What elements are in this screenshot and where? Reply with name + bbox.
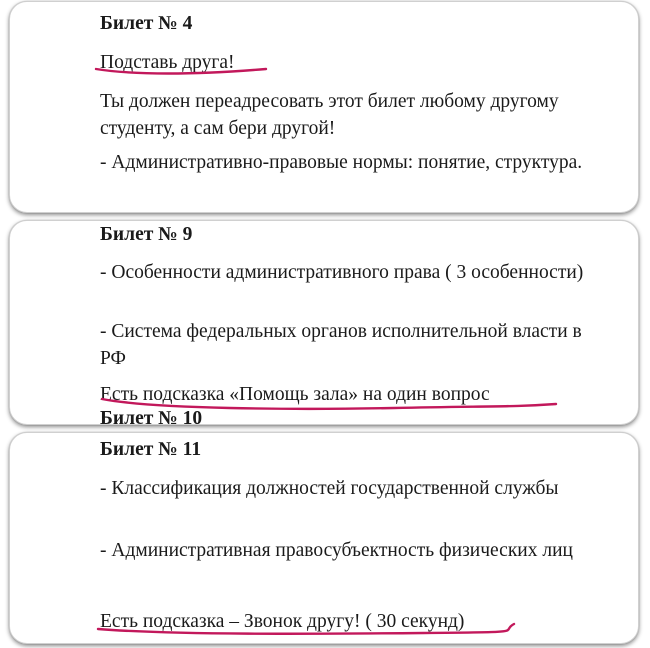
hint-text: Есть подсказка – Звонок другу! ( 30 секунд) <box>100 611 465 632</box>
cutoff-title-text: Билет № 10 <box>100 408 203 429</box>
ticket-title: Билет № 9 <box>100 224 193 245</box>
ticket-hint <box>100 381 610 408</box>
hint-underlined-text <box>100 608 464 635</box>
ticket-hint <box>100 608 610 635</box>
ticket-title: Билет № 11 <box>100 439 202 460</box>
ticket-intro: Ты должен переадресовать этот билет любому другому студенту, а сам бери другой! <box>100 91 559 139</box>
hint-underlined-text <box>100 381 490 408</box>
ticket-card-9 <box>9 220 639 429</box>
ticket-card-4 <box>9 1 639 213</box>
ticket-question-1: - Классификация должностей государственной службы <box>100 478 559 499</box>
hint-text: Подставь друга! <box>100 52 235 73</box>
hint-underlined-text <box>100 49 235 76</box>
ticket-title: Билет № 4 <box>100 13 193 34</box>
ticket-question-2: - Административная правосубъектность физических лиц <box>100 540 573 561</box>
hint-text: Есть подсказка «Помощь зала» на один вопрос <box>100 384 490 405</box>
ticket-hint <box>100 49 610 76</box>
ticket-card-11 <box>9 432 639 644</box>
ticket-question-2: - Система федеральных органов исполнительной власти в РФ <box>100 321 582 369</box>
ticket-question-1: - Особенности административного права ( 3 особенности) <box>100 262 584 283</box>
ticket-question: - Административно-правовые нормы: понятие, структура. <box>100 152 583 173</box>
next-ticket-title-cutoff <box>100 407 203 429</box>
